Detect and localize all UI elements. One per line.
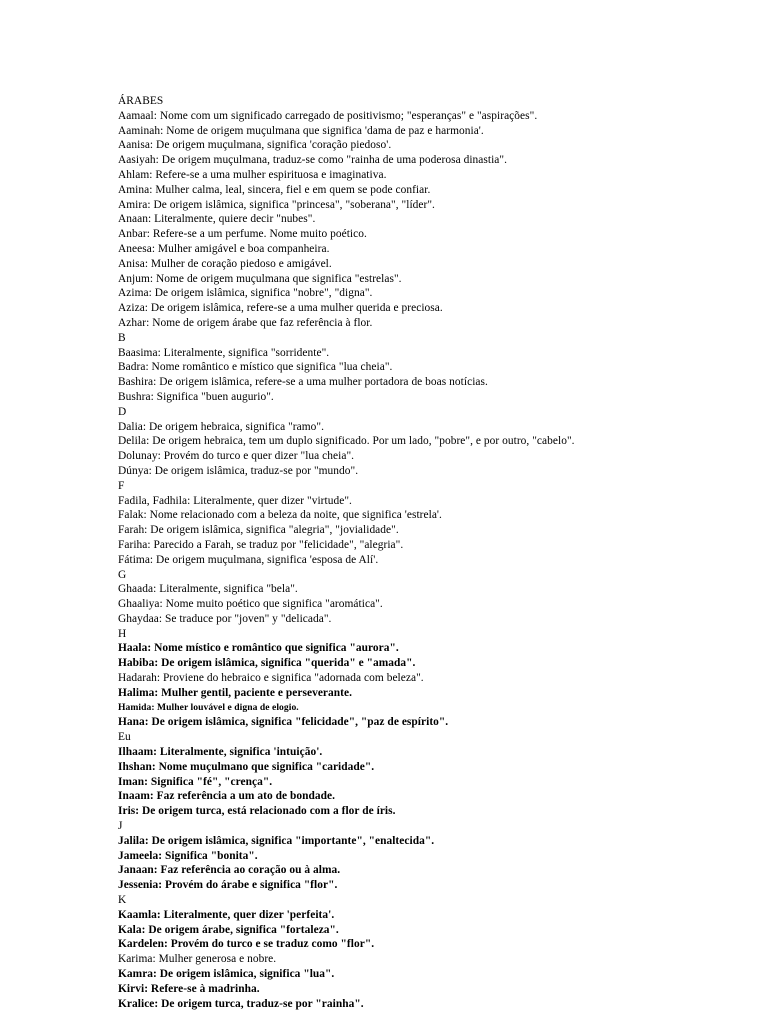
name-entry: Hana: De origem islâmica, significa "felicidade", "paz de espírito". [118,716,449,729]
section-letter: H [118,627,127,640]
name-entry: Fadila, Fadhila: Literalmente, quer dizer "virtude". [118,494,352,507]
name-entry: Janaan: Faz referência ao coração ou à alma. [118,864,341,877]
name-entry: Bushra: Significa "buen augurio". [118,390,274,403]
name-entry: Ilhaam: Literalmente, significa 'intuição'. [118,746,323,759]
section-letter: K [118,894,127,907]
name-entry: Aaminah: Nome de origem muçulmana que significa 'dama de paz e harmonia'. [118,124,484,137]
section-letter: J [118,820,123,833]
name-entry: Dolunay: Provém do turco e quer dizer "lua cheia". [118,450,355,463]
name-entry: Amina: Mulher calma, leal, sincera, fiel e em quem se pode confiar. [118,183,431,196]
name-entry: Anaan: Literalmente, quiere decir "nubes". [118,213,316,226]
name-entry: Kamra: De origem islâmica, significa "lua". [118,968,335,981]
name-entry: Dúnya: De origem islâmica, traduz-se por "mundo". [118,464,359,477]
name-entry: Iman: Significa "fé", "crença". [118,775,273,788]
name-entry: Hamida: Mulher louvável e digna de elogio. [118,701,299,713]
name-entry: Kaamla: Literalmente, quer dizer 'perfeita'. [118,908,335,921]
name-entry: Kralice: De origem turca, traduz-se por "rainha". [118,997,364,1010]
document-heading: ÁRABES [118,95,164,107]
name-entry: Delila: De origem hebraica, tem um duplo significado. Por um lado, "pobre", e por outro, "cabelo". [118,435,575,448]
name-entry: Kala: De origem árabe, significa "fortaleza". [118,923,339,936]
name-entry: Inaam: Faz referência a um ato de bondade. [118,790,336,803]
name-entry: Fariha: Parecido a Farah, se traduz por "felicidade", "alegria". [118,538,404,551]
section-letter: Eu [118,731,131,744]
name-entry: Kirvi: Refere-se à madrinha. [118,982,260,995]
name-entry: Aneesa: Mulher amigável e boa companheira. [118,242,330,255]
name-entry: Habiba: De origem islâmica, significa "querida" e "amada". [118,657,416,670]
name-entry: Amira: De origem islâmica, significa "princesa", "soberana", "líder". [118,198,435,211]
name-entry: Azima: De origem islâmica, significa "nobre", "digna". [118,287,373,300]
section-letter: D [118,405,127,418]
name-entry: Anbar: Refere-se a um perfume. Nome muito poético. [118,228,367,241]
name-entry: Ahlam: Refere-se a uma mulher espirituosa e imaginativa. [118,168,387,181]
name-entry: Aasiyah: De origem muçulmana, traduz-se como "rainha de uma poderosa dinastia". [118,154,508,167]
name-entry: Jessenia: Provém do árabe e significa "flor". [118,879,338,892]
name-entry: Haala: Nome místico e romântico que significa "aurora". [118,642,399,655]
name-entry: Kardelen: Provém do turco e se traduz como "flor". [118,938,375,951]
name-entry: Farah: De origem islâmica, significa "alegria", "jovialidade". [118,524,399,537]
name-entry: Ihshan: Nome muçulmano que significa "caridade". [118,760,375,773]
name-entry: Anisa: Mulher de coração piedoso e amigável. [118,257,332,270]
name-entry: Ghaada: Literalmente, significa "bela". [118,583,298,596]
name-entry: Aziza: De origem islâmica, refere-se a uma mulher querida e preciosa. [118,302,443,315]
name-entry: Halima: Mulher gentil, paciente e perseverante. [118,686,353,699]
name-entry: Ghaaliya: Nome muito poético que significa "aromática". [118,598,383,611]
name-entry: Baasima: Literalmente, significa "sorridente". [118,346,330,359]
name-entry: Aanisa: De origem muçulmana, significa 'coração piedoso'. [118,139,392,152]
name-entry: Karima: Mulher generosa e nobre. [118,953,277,966]
name-entry: Hadarah: Proviene do hebraico e significa "adornada com beleza". [118,672,424,685]
name-entry: Dalia: De origem hebraica, significa "ramo". [118,420,325,433]
name-entry: Iris: De origem turca, está relacionado com a flor de íris. [118,805,396,818]
name-entry: Badra: Nome romântico e místico que significa "lua cheia". [118,361,393,374]
name-entry: Anjum: Nome de origem muçulmana que significa "estrelas". [118,272,402,285]
name-entry: Bashira: De origem islâmica, refere-se a uma mulher portadora de boas notícias. [118,376,488,389]
section-letter: B [118,331,126,344]
name-entry: Fátima: De origem muçulmana, significa 'esposa de Alí'. [118,553,379,566]
name-entry: Aamaal: Nome com um significado carregado de positivismo; "esperanças" e "aspirações". [118,109,538,122]
name-entry: Falak: Nome relacionado com a beleza da noite, que significa 'estrela'. [118,509,442,522]
name-entry: Jameela: Significa "bonita". [118,849,258,862]
section-letter: G [118,568,127,581]
name-entry: Azhar: Nome de origem árabe que faz referência à flor. [118,316,373,329]
document-body [118,94,758,1011]
name-entry: Jalila: De origem islâmica, significa "importante", "enaltecida". [118,834,435,847]
name-entry: Ghaydaa: Se traduce por "joven" y "delicada". [118,612,332,625]
section-letter: F [118,479,125,492]
